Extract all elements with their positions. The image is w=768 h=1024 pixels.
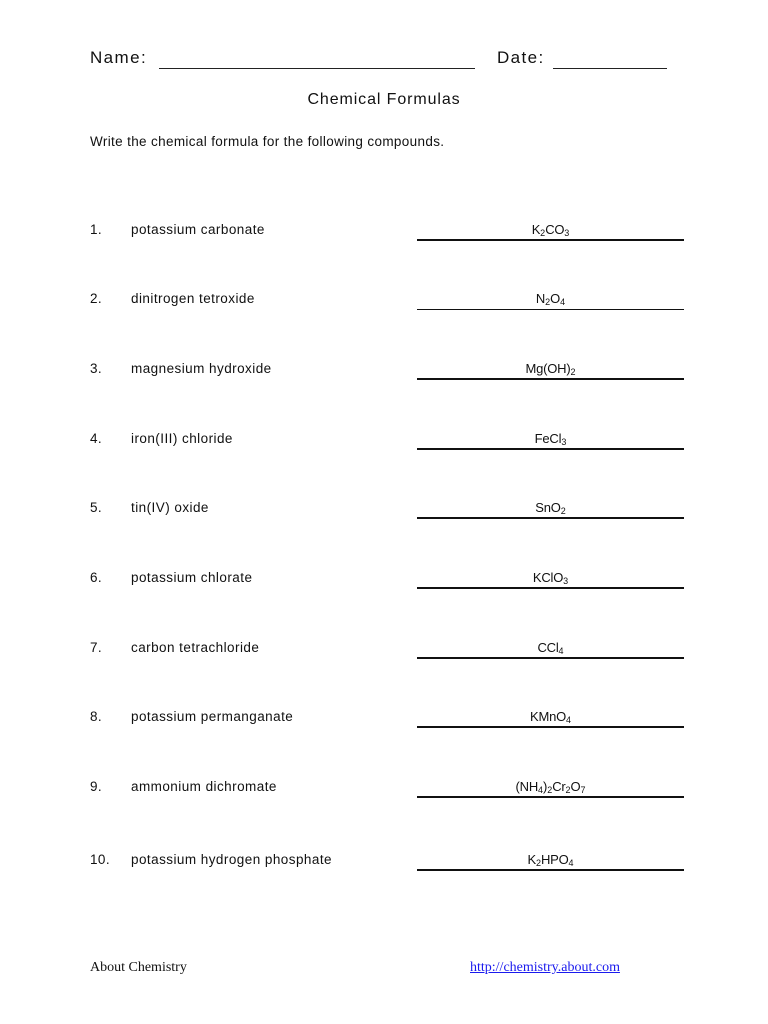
- question-row: [0, 852, 768, 882]
- question-row: [0, 779, 768, 809]
- question-row: [0, 640, 768, 670]
- answer-formula: KClO$_3$: [532, 570, 569, 586]
- compound-name: iron(III) chloride: [131, 431, 233, 446]
- compound-name: carbon tetrachloride: [131, 640, 260, 655]
- answer-line: [417, 239, 684, 241]
- answer-formula: $Mg(OH)_2$: [525, 361, 576, 377]
- answer-line: [417, 869, 684, 871]
- answer-formula: SnO$_2$: [535, 500, 566, 516]
- answer-line: [417, 587, 684, 589]
- question-number: 2.: [90, 291, 103, 306]
- question-row: [0, 431, 768, 461]
- answer-line: [417, 378, 684, 380]
- question-number: 3.: [90, 361, 103, 376]
- question-row: [0, 361, 768, 391]
- answer-formula: FeCl$_3$: [534, 431, 567, 447]
- answer-formula: $K_2CO_3$: [531, 222, 570, 238]
- name-blank: [159, 68, 475, 69]
- answer-formula: $K_2HPO_4$: [527, 852, 574, 868]
- compound-name: potassium permanganate: [131, 709, 294, 724]
- question-number: 5.: [90, 500, 103, 515]
- question-row: [0, 709, 768, 739]
- question-number: 9.: [90, 779, 103, 794]
- question-number: 10.: [90, 852, 110, 867]
- answer-formula: $N_2O_4$: [535, 291, 566, 307]
- answer-line: [417, 517, 684, 519]
- question-row: [0, 291, 768, 321]
- footer-source: About Chemistry: [90, 960, 187, 975]
- answer-formula: CCl$_4$: [537, 640, 564, 656]
- answer-line: [417, 657, 684, 659]
- question-row: [0, 500, 768, 530]
- date-label: Date:: [497, 48, 545, 67]
- date-blank: [553, 68, 667, 69]
- answer-formula: $(NH_4)_2Cr_2O_7$: [515, 779, 586, 795]
- question-number: 7.: [90, 640, 103, 655]
- compound-name: potassium chlorate: [131, 570, 253, 585]
- question-number: 8.: [90, 709, 103, 724]
- question-row: [0, 570, 768, 600]
- question-number: 1.: [90, 222, 103, 237]
- answer-line: [417, 448, 684, 450]
- name-label: Name:: [90, 48, 148, 67]
- footer-link[interactable]: http://chemistry.about.com: [470, 960, 620, 975]
- instructions: Write the chemical formula for the following compounds.: [90, 134, 445, 149]
- question-number: 6.: [90, 570, 103, 585]
- compound-name: dinitrogen tetroxide: [131, 291, 255, 306]
- answer-formula: KMnO$_4$: [529, 709, 572, 725]
- compound-name: magnesium hydroxide: [131, 361, 272, 376]
- answer-line: [417, 796, 684, 798]
- compound-name: potassium carbonate: [131, 222, 265, 237]
- answer-line: [417, 309, 684, 310]
- compound-name: potassium hydrogen phosphate: [131, 852, 332, 867]
- compound-name: ammonium dichromate: [131, 779, 277, 794]
- question-row: [0, 222, 768, 252]
- question-number: 4.: [90, 431, 103, 446]
- worksheet-title: Chemical Formulas: [307, 91, 461, 108]
- compound-name: tin(IV) oxide: [131, 500, 209, 515]
- answer-line: [417, 726, 684, 728]
